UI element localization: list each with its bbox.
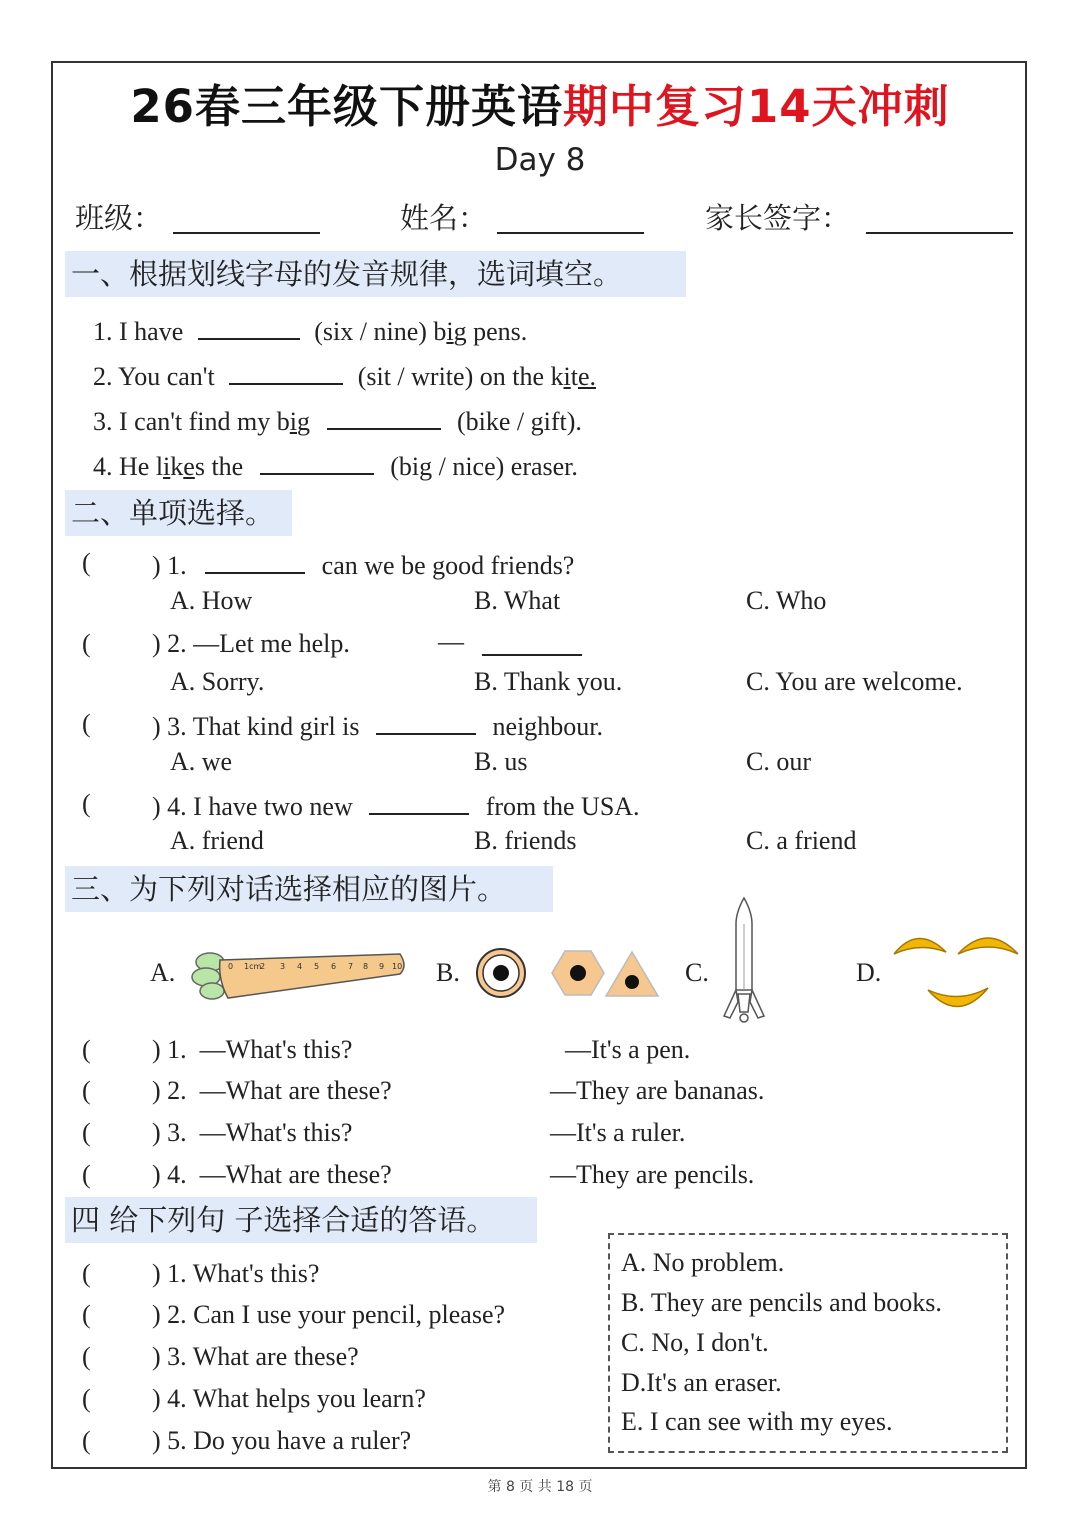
banana-icon-2 bbox=[958, 938, 1018, 954]
s2-q1-option-c[interactable]: C. Who bbox=[746, 586, 827, 615]
s2-q3-blank[interactable] bbox=[376, 709, 476, 735]
s3-d1-num: ) 1. bbox=[152, 1035, 187, 1064]
s4-q5-paren[interactable]: ( bbox=[82, 1426, 91, 1455]
s2-q2-paren[interactable]: ( bbox=[82, 629, 91, 658]
s2-q1-text: can we be good friends? bbox=[321, 551, 575, 580]
s2-q2-option-c[interactable]: C. You are welcome. bbox=[746, 667, 963, 696]
s1-question-4 bbox=[93, 449, 578, 482]
s2-question-4 bbox=[152, 789, 640, 822]
s2-q1-num: ) 1. bbox=[152, 551, 187, 580]
s2-question-2 bbox=[152, 629, 350, 659]
s1-q1-text: 1. I have bbox=[93, 317, 184, 346]
s2-q3-option-a[interactable]: A. we bbox=[170, 747, 233, 776]
class-field[interactable] bbox=[173, 232, 320, 234]
title-red-part: 期中复习14天冲刺 bbox=[563, 80, 950, 133]
s3-dialog-1-answer: —It's a pen. bbox=[565, 1035, 691, 1064]
s3-d1-paren[interactable]: ( bbox=[82, 1035, 91, 1064]
s3-d4-num: ) 4. bbox=[152, 1160, 187, 1189]
day-label: Day 8 bbox=[494, 142, 586, 178]
ruler-leaf-icon bbox=[192, 953, 224, 999]
s1-q1-options: (six / nine) bbox=[314, 317, 434, 346]
ruler-tick-2: 2 bbox=[260, 962, 266, 971]
s2-q2-text: —Let me help. bbox=[193, 629, 350, 658]
worksheet-title bbox=[0, 70, 1080, 135]
pen-fin-right bbox=[750, 990, 764, 1018]
s2-q3-option-c[interactable]: C. our bbox=[746, 747, 811, 776]
section2-heading: 二、单项选择。 bbox=[65, 490, 292, 536]
s1-question-2 bbox=[93, 359, 596, 392]
s1-q4-underlined-i: i bbox=[163, 452, 171, 481]
s3-d2-q: —What are these? bbox=[199, 1076, 392, 1105]
s2-q3-paren[interactable]: ( bbox=[82, 709, 91, 738]
title-black-part: 26春三年级下册英语 bbox=[130, 80, 563, 133]
s4-question-2: ) 2. Can I use your pencil, please? bbox=[152, 1300, 506, 1329]
s2-q4-blank[interactable] bbox=[369, 789, 469, 815]
s2-q2-option-b[interactable]: B. Thank you. bbox=[474, 667, 623, 696]
picture-label-c: C. bbox=[685, 958, 709, 987]
section4-heading: 四 给下列句 子选择合适的答语。 bbox=[65, 1197, 537, 1243]
parent-signature-label: 家长签字： bbox=[705, 201, 851, 235]
s3-d3-paren[interactable]: ( bbox=[82, 1118, 91, 1147]
ruler-tick-4: 4 bbox=[297, 962, 303, 971]
parent-signature-field[interactable] bbox=[866, 232, 1013, 234]
ruler-picture bbox=[188, 940, 410, 1004]
s1-q4-text: 4. He l bbox=[93, 452, 164, 481]
s4-answer-c: C. No, I don't. bbox=[621, 1328, 769, 1357]
s1-q2-blank[interactable] bbox=[229, 359, 343, 385]
ruler-tick-10: 10 bbox=[392, 962, 403, 971]
s2-q1-paren[interactable]: ( bbox=[82, 548, 91, 577]
pen-nib bbox=[738, 994, 750, 1012]
name-label: 姓名： bbox=[400, 201, 488, 235]
s1-q3-options: (bike / gift). bbox=[457, 407, 582, 436]
s2-q4-text: I have two new bbox=[193, 792, 353, 821]
page-number: 第 8 页 共 18 页 bbox=[487, 1479, 593, 1495]
s3-dialog-3-question bbox=[152, 1118, 352, 1148]
s1-q2-underlined: i bbox=[563, 362, 571, 391]
pen-tip bbox=[740, 1014, 748, 1022]
leaf-shape-3 bbox=[200, 983, 224, 999]
s2-q4-option-a[interactable]: A. friend bbox=[170, 826, 264, 855]
s4-question-4: ) 4. What helps you learn? bbox=[152, 1384, 426, 1413]
s2-q4-paren[interactable]: ( bbox=[82, 789, 91, 818]
class-label: 班级： bbox=[75, 201, 163, 235]
ruler-tick-0: 0 bbox=[228, 962, 234, 971]
hex-pencil-lead bbox=[570, 965, 586, 981]
s2-q3-option-b[interactable]: B. us bbox=[474, 747, 528, 776]
pen-fin-left bbox=[724, 990, 738, 1018]
ruler-tick-1cm: 1cm bbox=[244, 962, 262, 971]
s2-q3-text2: neighbour. bbox=[492, 712, 604, 741]
ruler-tick-5: 5 bbox=[314, 962, 320, 971]
s1-q4-text2: s the bbox=[194, 452, 244, 481]
s3-d3-num: ) 3. bbox=[152, 1118, 187, 1147]
s1-q3-underlined: i bbox=[289, 407, 297, 436]
s4-q3-paren[interactable]: ( bbox=[82, 1342, 91, 1371]
s1-q3-g: g bbox=[297, 407, 310, 436]
s2-q4-num: ) 4. bbox=[152, 792, 187, 821]
s3-dialog-1-question bbox=[152, 1035, 352, 1065]
s4-answer-a: A. No problem. bbox=[621, 1248, 785, 1277]
s1-q2-end: e. bbox=[577, 362, 597, 391]
s2-q3-num: ) 3. bbox=[152, 712, 187, 741]
s2-q2-blank[interactable] bbox=[482, 630, 582, 656]
triangle-pencil-end-icon bbox=[606, 952, 658, 996]
s4-answer-b: B. They are pencils and books. bbox=[621, 1288, 942, 1317]
banana-icon-3 bbox=[928, 988, 988, 1007]
picture-label-a: A. bbox=[150, 958, 176, 987]
s4-q1-paren[interactable]: ( bbox=[82, 1259, 91, 1288]
section1-heading: 一、根据划线字母的发音规律，选词填空。 bbox=[65, 251, 686, 297]
s1-question-1 bbox=[93, 314, 527, 347]
s3-d2-num: ) 2. bbox=[152, 1076, 187, 1105]
s1-q2-t: t bbox=[570, 362, 578, 391]
s1-q4-k: k bbox=[170, 452, 184, 481]
s3-d2-paren[interactable]: ( bbox=[82, 1076, 91, 1105]
s2-question-3 bbox=[152, 709, 603, 742]
s3-dialog-3-answer: —It's a ruler. bbox=[550, 1118, 686, 1147]
s1-q1-blank[interactable] bbox=[198, 314, 300, 340]
s2-q1-blank[interactable] bbox=[205, 548, 305, 574]
s3-d3-q: —What's this? bbox=[199, 1118, 353, 1147]
s1-q1-underlined: i bbox=[446, 317, 454, 346]
s2-question-1 bbox=[152, 548, 574, 581]
s4-question-5: ) 5. Do you have a ruler? bbox=[152, 1426, 412, 1455]
s3-dialog-2-answer: —They are bananas. bbox=[550, 1076, 765, 1105]
s2-q2-dash: — bbox=[438, 627, 464, 656]
s1-q4-underlined-e: e bbox=[183, 452, 195, 481]
round-pencil-lead bbox=[493, 965, 509, 981]
ruler-tick-3: 3 bbox=[280, 962, 286, 971]
s2-q4-option-c[interactable]: C. a friend bbox=[746, 826, 857, 855]
s2-q4-text2: from the USA. bbox=[485, 792, 640, 821]
s4-q4-paren[interactable]: ( bbox=[82, 1384, 91, 1413]
s1-q4-blank[interactable] bbox=[260, 449, 374, 475]
s4-answer-e: E. I can see with my eyes. bbox=[621, 1407, 893, 1436]
ruler-tick-8: 8 bbox=[363, 962, 369, 971]
name-field[interactable] bbox=[497, 232, 644, 234]
s2-q1-option-b[interactable]: B. What bbox=[474, 586, 561, 615]
s1-q3-blank[interactable] bbox=[327, 404, 441, 430]
s1-q2-options: (sit / write) on the k bbox=[357, 362, 564, 391]
triangle-pencil-lead bbox=[625, 975, 639, 989]
picture-label-b: B. bbox=[436, 958, 460, 987]
bananas-picture bbox=[888, 926, 1024, 1016]
ruler-tick-9: 9 bbox=[379, 962, 385, 971]
s3-d4-paren[interactable]: ( bbox=[82, 1160, 91, 1189]
s2-q2-option-a[interactable]: A. Sorry. bbox=[170, 667, 265, 696]
ruler-body bbox=[220, 954, 404, 998]
s1-q1-end: g pens. bbox=[453, 317, 528, 346]
ruler-tick-6: 6 bbox=[331, 962, 337, 971]
ruler-tick-7: 7 bbox=[348, 962, 354, 971]
s2-q1-option-a[interactable]: A. How bbox=[170, 586, 253, 615]
s3-d1-q: —What's this? bbox=[199, 1035, 353, 1064]
pen-picture bbox=[718, 894, 770, 1028]
s4-question-3: ) 3. What are these? bbox=[152, 1342, 359, 1371]
s1-q4-options: (big / nice) eraser. bbox=[390, 452, 578, 481]
s3-d4-q: —What are these? bbox=[199, 1160, 392, 1189]
s4-answer-d: D.It's an eraser. bbox=[621, 1368, 782, 1397]
s1-q3-text: 3. I can't find my b bbox=[93, 407, 290, 436]
s3-dialog-4-question bbox=[152, 1160, 392, 1190]
s2-q3-text: That kind girl is bbox=[192, 712, 360, 741]
s4-question-1: ) 1. What's this? bbox=[152, 1259, 320, 1288]
s1-question-3 bbox=[93, 404, 582, 437]
s2-q2-num: ) 2. bbox=[152, 629, 187, 658]
picture-label-d: D. bbox=[856, 958, 882, 987]
section3-heading: 三、为下列对话选择相应的图片。 bbox=[65, 866, 553, 912]
s3-dialog-4-answer: —They are pencils. bbox=[550, 1160, 755, 1189]
s2-q4-option-b[interactable]: B. friends bbox=[474, 826, 577, 855]
s1-q2-text: 2. You can't bbox=[93, 362, 215, 391]
s1-q1-b: b bbox=[433, 317, 447, 346]
s4-q2-paren[interactable]: ( bbox=[82, 1300, 91, 1329]
pencil-ends-picture bbox=[474, 944, 664, 1002]
s3-dialog-2-question bbox=[152, 1076, 392, 1106]
banana-icon-1 bbox=[894, 938, 946, 954]
